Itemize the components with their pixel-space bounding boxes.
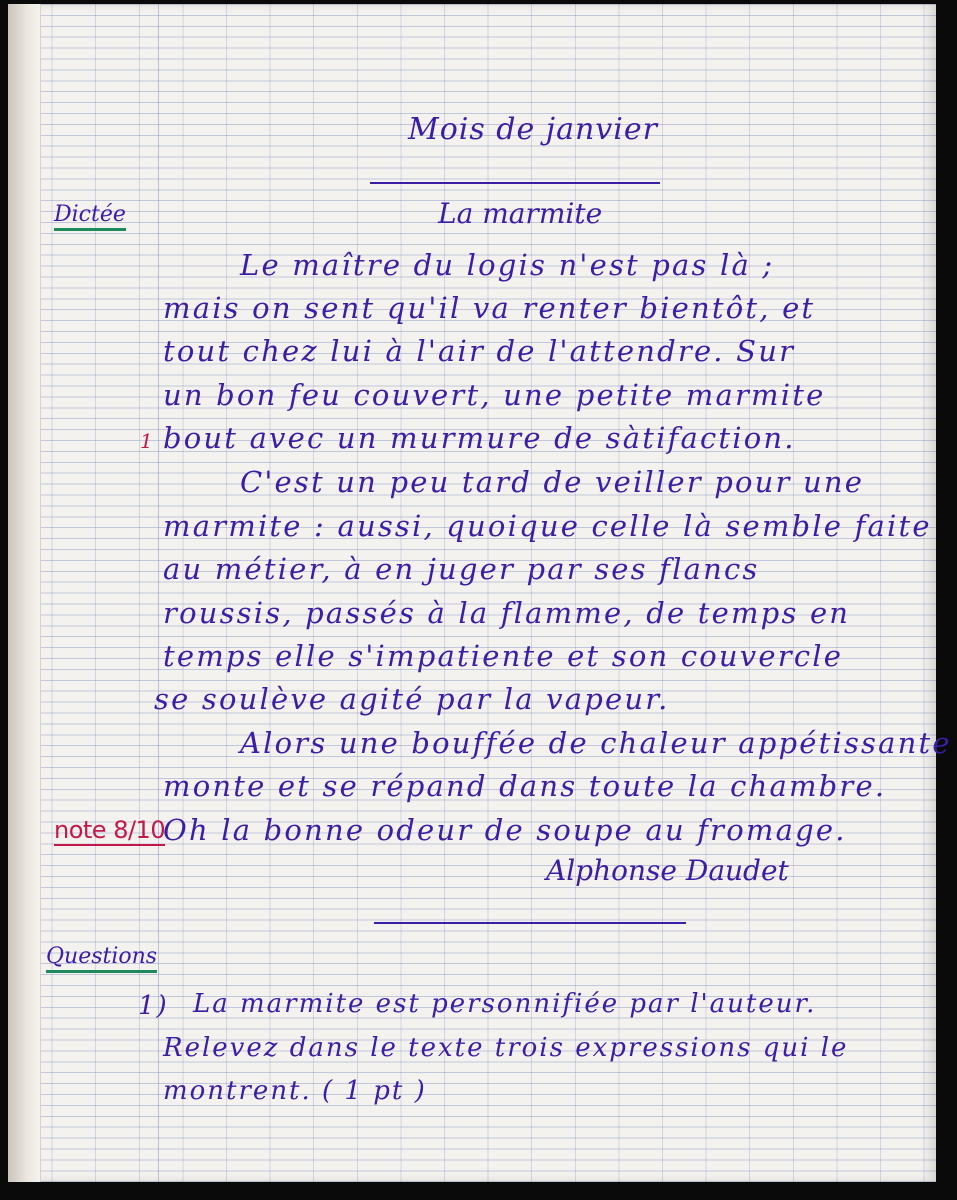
text-line-6	[240, 465, 865, 499]
text-line-11	[154, 682, 670, 716]
dictation-heading: La marmite	[438, 197, 603, 230]
question-line-1	[193, 989, 816, 1019]
notebook-page	[8, 4, 952, 1182]
grade-note	[54, 816, 165, 844]
question-line-3	[163, 1076, 427, 1106]
text-line: mais on sent qu'il va renter bientôt, et	[163, 291, 816, 325]
notebook-spine	[8, 4, 41, 1182]
text-line: un bon feu couvert, une petite marmite	[163, 378, 826, 412]
correction-mark: 1	[140, 429, 153, 453]
text-line: bout avec un murmure de sàtifaction.	[163, 421, 796, 455]
text-line-9	[163, 596, 851, 630]
text-line-1	[240, 248, 775, 282]
text-line: monte et se répand dans toute la chambre.	[163, 769, 887, 803]
question-text: Relevez dans le texte trois expressions qui le	[163, 1033, 849, 1063]
section-divider	[374, 922, 686, 924]
text-line: C'est un peu tard de veiller pour une	[240, 465, 865, 499]
text-line-14	[163, 813, 847, 847]
text-line: temps elle s'impatiente et son couvercle	[163, 639, 844, 673]
text-line: Le maître du logis n'est pas là ;	[240, 248, 775, 282]
text-line-10	[163, 639, 844, 673]
question-text: La marmite est personnifiée par l'auteur.	[193, 989, 817, 1019]
question-line-2	[163, 1033, 848, 1063]
text-line-12	[240, 726, 952, 760]
text-line-3	[163, 334, 796, 368]
text-line-8	[163, 552, 760, 586]
text-line: marmite : aussi, quoique celle là semble faite	[163, 509, 932, 543]
section-label-dictee-text: Dictée	[54, 202, 126, 231]
text-line: tout chez lui à l'air de l'attendre. Sur	[163, 334, 796, 368]
section-label-questions	[46, 944, 157, 969]
section-label-dictee	[54, 202, 126, 227]
page-title: Mois de janvier	[408, 112, 658, 147]
grade-note-text: note 8/10	[54, 816, 166, 844]
text-line-13	[163, 769, 887, 803]
question-text: montrent. ( 1 pt )	[163, 1076, 427, 1106]
text-line: au métier, à en juger par ses flancs	[163, 552, 760, 586]
author-signature: Alphonse Daudet	[546, 854, 789, 887]
text-line: roussis, passés à la flamme, de temps en	[163, 596, 851, 630]
text-line: Alors une bouffée de chaleur appétissante	[240, 726, 952, 760]
question-number: 1)	[138, 991, 169, 1021]
text-line-4	[163, 378, 826, 412]
title-underline	[370, 182, 660, 184]
text-line-2	[163, 291, 816, 325]
text-line: se soulève agité par la vapeur.	[154, 682, 670, 716]
text-line-7	[163, 509, 932, 543]
text-line-5	[163, 421, 796, 455]
text-line: Oh la bonne odeur de soupe au fromage.	[163, 813, 847, 847]
section-label-questions-text: Questions	[46, 944, 157, 973]
